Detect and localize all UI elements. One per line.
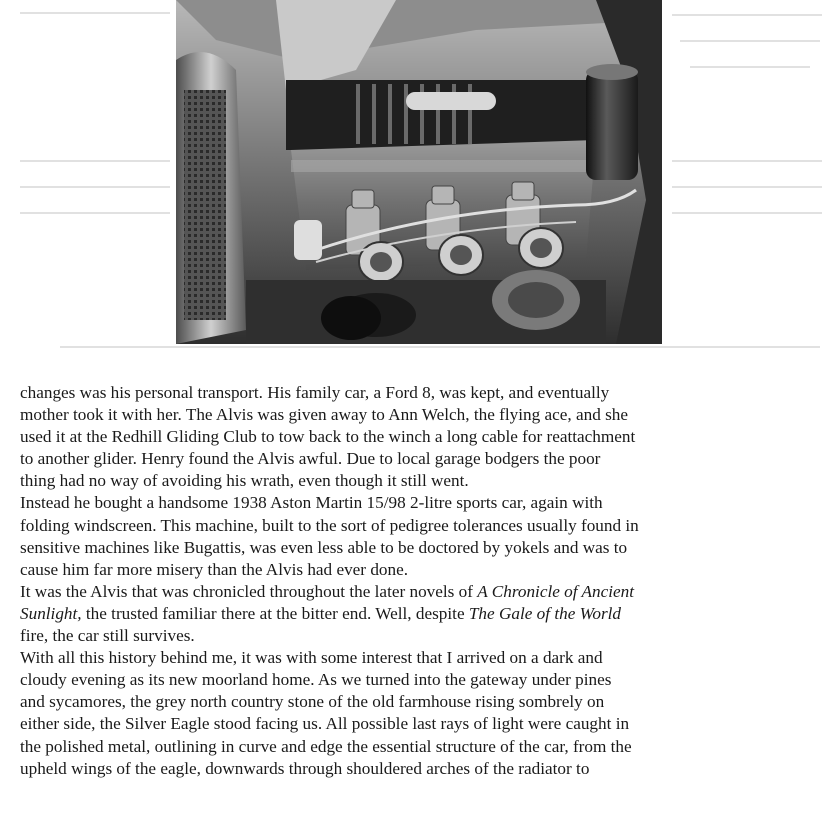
show-through-text <box>690 66 810 68</box>
text-line: either side, the Silver Eagle stood facing us. All possible last rays of light were caught in <box>20 714 630 734</box>
body-text <box>20 382 828 780</box>
text-line: folding windscreen. This machine, built to the sort of pedigree tolerances usually found in <box>20 515 639 535</box>
engine-bay-photo <box>176 0 662 344</box>
text-line: sensitive machines like Bugattis, was even less able to be doctored by yokels and was to <box>20 537 628 557</box>
show-through-text <box>20 186 170 188</box>
show-through-text <box>672 14 822 16</box>
text-line: Sunlight, the trusted familiar there at the bitter end. Well, despite The Gale of the World <box>20 603 622 623</box>
book-title: Sunlight, <box>20 603 82 623</box>
text-line: Instead he bought a handsome 1938 Aston Martin 15/98 2-litre sports car, again with <box>20 493 603 513</box>
text-line: changes was his personal transport. His family car, a Ford 8, was kept, and eventually <box>20 383 610 402</box>
text-line: thing had no way of avoiding his wrath, even though it still went. <box>20 471 469 491</box>
show-through-text <box>672 212 822 214</box>
show-through-text <box>680 40 820 42</box>
show-through-text <box>20 212 170 214</box>
book-title: A Chronicle of Ancient <box>477 581 635 601</box>
text-line: the polished metal, outlining in curve and edge the essential structure of the car, from the <box>20 736 632 756</box>
book-title: The Gale of the World <box>468 603 622 623</box>
text-line: cause him far more misery than the Alvis had ever done. <box>20 559 409 579</box>
show-through-text <box>60 346 820 348</box>
text-line: used it at the Redhill Gliding Club to tow back to the winch a long cable for reattachment <box>20 427 636 447</box>
show-through-text <box>20 160 170 162</box>
show-through-text <box>672 186 822 188</box>
text-line: fire, the car still survives. <box>20 626 195 646</box>
text-line: to another glider. Henry found the Alvis awful. Due to local garage bodgers the poor <box>20 449 601 469</box>
show-through-text <box>672 160 822 162</box>
text-line: With all this history behind me, it was with some interest that I arrived on a dark and <box>20 648 603 668</box>
text-line: mother took it with her. The Alvis was given away to Ann Welch, the flying ace, and she <box>20 405 629 425</box>
text-line: cloudy evening as its new moorland home. As we turned into the gateway under pines <box>20 670 612 690</box>
text-line: It was the Alvis that was chronicled throughout the later novels of A Chronicle of Ancient <box>20 581 635 601</box>
show-through-text <box>20 12 170 14</box>
text-line: and sycamores, the grey north country stone of the old farmhouse rising sombrely on <box>20 692 605 712</box>
text-line: upheld wings of the eagle, downwards through shouldered arches of the radiator to <box>20 758 590 778</box>
